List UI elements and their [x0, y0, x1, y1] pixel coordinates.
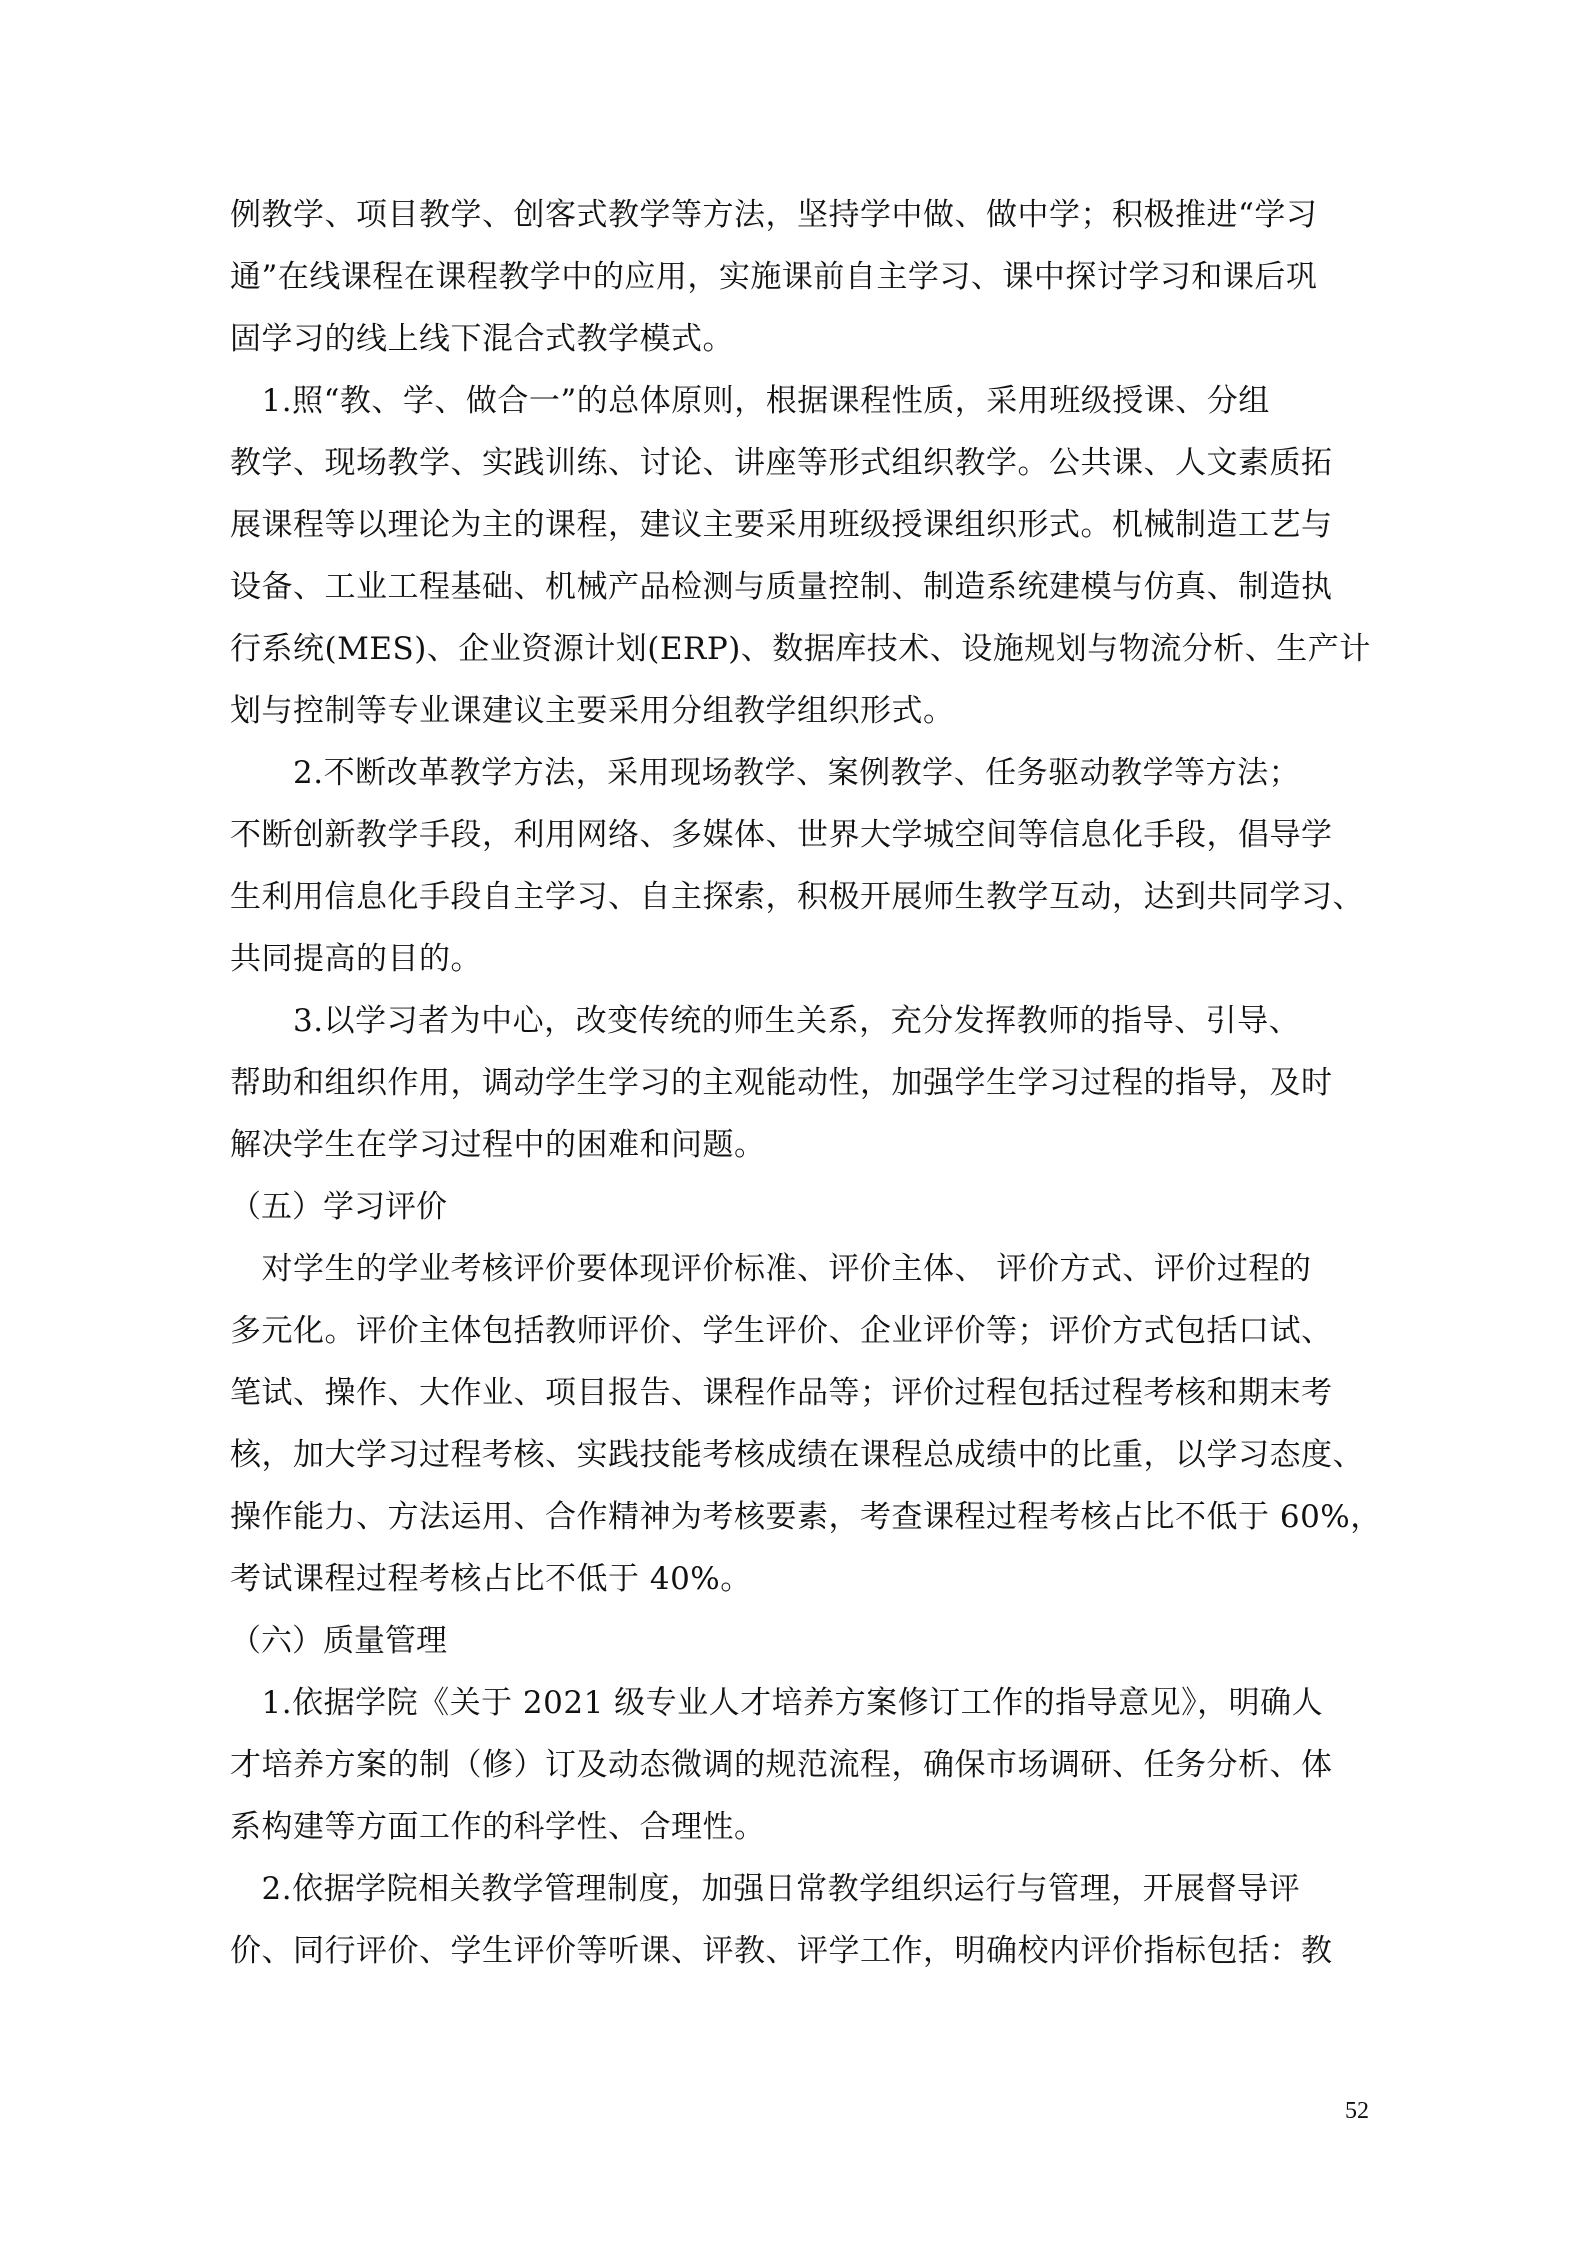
paragraph-line: 教学、现场教学、实践训练、讨论、讲座等形式组织教学。公共课、人文素质拓	[230, 445, 1333, 481]
paragraph-line: 1.依据学院《关于 2021 级专业人才培养方案修订工作的指导意见》，明确人	[230, 1685, 1324, 1721]
paragraph-line: 固学习的线上线下混合式教学模式。	[230, 321, 734, 357]
paragraph-line: 价、同行评价、学生评价等听课、评教、评学工作，明确校内评价指标包括：教	[230, 1933, 1333, 1969]
paragraph-line: 对学生的学业考核评价要体现评价标准、评价主体、 评价方式、评价过程的	[230, 1251, 1312, 1287]
paragraph-line: 笔试、操作、大作业、项目报告、课程作品等；评价过程包括过程考核和期末考	[230, 1375, 1333, 1411]
paragraph-line: 展课程等以理论为主的课程，建议主要采用班级授课组织形式。机械制造工艺与	[230, 507, 1333, 543]
paragraph-line: 共同提高的目的。	[230, 941, 482, 977]
page-number: 52	[1345, 2098, 1369, 2124]
paragraph-line: 3.以学习者为中心，改变传统的师生关系，充分发挥教师的指导、引导、	[230, 1003, 1301, 1039]
paragraph-line: 多元化。评价主体包括教师评价、学生评价、企业评价等；评价方式包括口试、	[230, 1313, 1333, 1349]
body-text	[230, 184, 1382, 1982]
paragraph-line: 2.依据学院相关教学管理制度，加强日常教学组织运行与管理，开展督导评	[230, 1871, 1301, 1907]
paragraph-line: 划与控制等专业课建议主要采用分组教学组织形式。	[230, 693, 955, 729]
paragraph-line: 2.不断改革教学方法，采用现场教学、案例教学、任务驱动教学等方法；	[230, 755, 1301, 791]
paragraph-line: 考试课程过程考核占比不低于 40%。	[230, 1561, 752, 1597]
paragraph-line: 操作能力、方法运用、合作精神为考核要素，考查课程过程考核占比不低于 60%，	[230, 1499, 1382, 1535]
paragraph-line: 设备、工业工程基础、机械产品检测与质量控制、制造系统建模与仿真、制造执	[230, 569, 1333, 605]
paragraph-line: 解决学生在学习过程中的困难和问题。	[230, 1127, 766, 1163]
paragraph-line: 行系统(MES)、企业资源计划(ERP)、数据库技术、设施规划与物流分析、生产计	[230, 631, 1371, 667]
paragraph-line: 通”在线课程在课程教学中的应用，实施课前自主学习、课中探讨学习和课后巩	[230, 259, 1318, 295]
section-heading-quality-management: （六）质量管理	[230, 1623, 447, 1659]
paragraph-line: 才培养方案的制（修）订及动态微调的规范流程，确保市场调研、任务分析、体	[230, 1747, 1333, 1783]
paragraph-line: 核，加大学习过程考核、实践技能考核成绩在课程总成绩中的比重，以学习态度、	[230, 1437, 1364, 1473]
paragraph-line: 不断创新教学手段，利用网络、多媒体、世界大学城空间等信息化手段，倡导学	[230, 817, 1333, 853]
paragraph-line: 1.照“教、学、做合一”的总体原则，根据课程性质，采用班级授课、分组	[230, 383, 1270, 419]
paragraph-line: 帮助和组织作用，调动学生学习的主观能动性，加强学生学习过程的指导，及时	[230, 1065, 1333, 1101]
paragraph-line: 生利用信息化手段自主学习、自主探索，积极开展师生教学互动，达到共同学习、	[230, 879, 1364, 915]
paragraph-line: 例教学、项目教学、创客式教学等方法，坚持学中做、做中学；积极推进“学习	[230, 197, 1318, 233]
paragraph-line: 系构建等方面工作的科学性、合理性。	[230, 1809, 766, 1845]
section-heading-learning-evaluation: （五）学习评价	[230, 1189, 447, 1225]
